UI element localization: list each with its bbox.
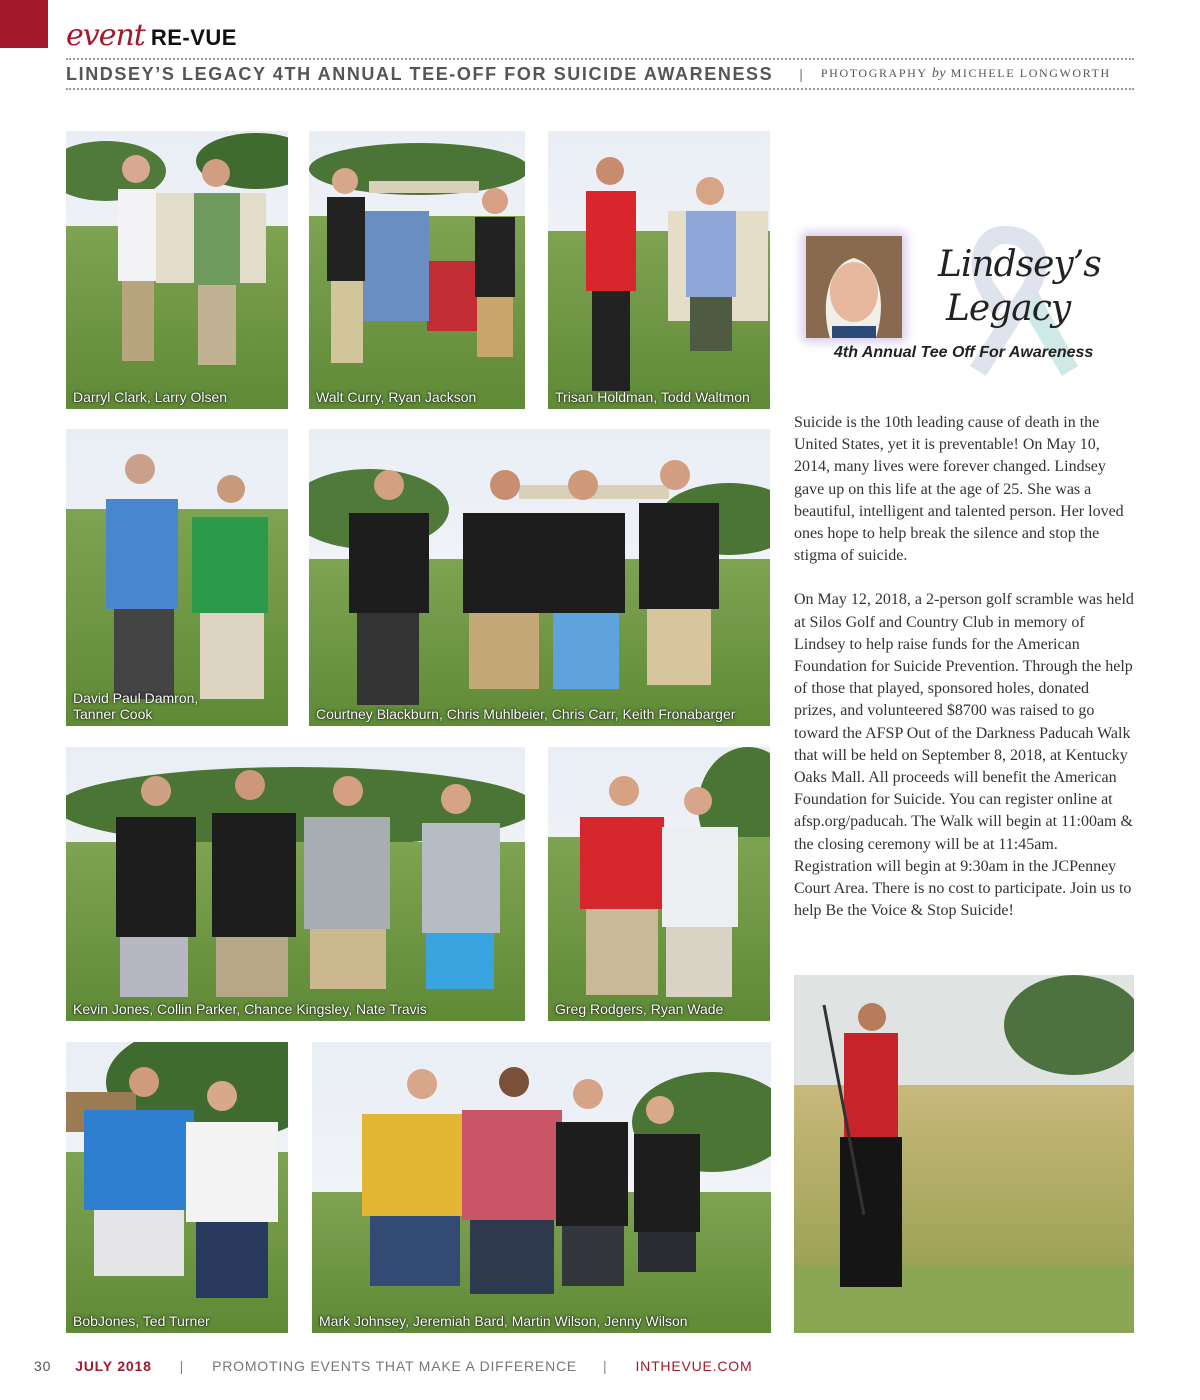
- photo-caption: BobJones, Ted Turner: [73, 1313, 210, 1329]
- logo-name-line2: Legacy: [946, 288, 1071, 329]
- photo-caption: Walt Curry, Ryan Jackson: [316, 389, 477, 405]
- photo-caption: Mark Johnsey, Jeremiah Bard, Martin Wilson, Jenny Wilson: [319, 1313, 688, 1329]
- event-photo-8: [66, 1042, 288, 1333]
- lindseys-legacy-logo: [796, 226, 1136, 376]
- article-title: LINDSEY’S LEGACY 4TH ANNUAL TEE-OFF FOR SUICIDE AWARENESS: [66, 63, 774, 84]
- credit-name: MICHELE LONGWORTH: [950, 66, 1111, 80]
- logo-name-line1: Lindsey’s: [938, 244, 1101, 285]
- footer-separator: |: [603, 1358, 608, 1374]
- event-photo-4: [66, 429, 288, 726]
- photo-caption: Darryl Clark, Larry Olsen: [73, 389, 228, 405]
- event-photo-1: [66, 131, 288, 409]
- lindsey-portrait: [806, 236, 902, 338]
- caption-line: David Paul Damron,: [73, 690, 199, 706]
- page-footer: [34, 1358, 752, 1374]
- event-photo-5: [309, 429, 770, 726]
- caption-line: Tanner Cook: [73, 706, 153, 722]
- footer-tagline: PROMOTING EVENTS THAT MAKE A DIFFERENCE: [212, 1358, 578, 1374]
- website-link[interactable]: INTHEVUE.COM: [635, 1358, 753, 1374]
- credit-prefix: PHOTOGRAPHY: [820, 66, 928, 80]
- photo-caption: Kevin Jones, Collin Parker, Chance Kingsley, Nate Travis: [73, 1001, 427, 1017]
- event-photo-7: [548, 747, 770, 1021]
- section-name: RE-VUE: [150, 25, 237, 50]
- issue-date: JULY 2018: [75, 1358, 152, 1374]
- top-dotted-rule: [66, 58, 1134, 60]
- bottom-dotted-rule: [66, 88, 1134, 90]
- golfer-swing-photo: [794, 975, 1134, 1333]
- photo-credit: [821, 66, 1111, 82]
- section-script: event: [66, 18, 145, 53]
- event-photo-6: [66, 747, 525, 1021]
- headline-separator: |: [799, 66, 803, 82]
- photo-caption: Trisan Holdman, Todd Waltmon: [555, 389, 750, 405]
- article-paragraph: Suicide is the 10th leading cause of death in the United States, yet it is preventable! On May 10, 2014, many lives were forever changed. Lindsey gave up on this life at the age of 25. She was a beautiful, intelligent and talented person. Her loved ones hope to help break the silence and stop the stigma of suicide.: [794, 414, 1124, 565]
- credit-by: by: [931, 66, 947, 81]
- article-paragraph: On May 12, 2018, a 2-person golf scramble was held at Silos Golf and Country Club in memory of Lindsey to help raise funds for the American Foundation for Suicide Prevention. Through the help of those that played, sponsored holes, donated prizes, and volunteered $8700 was raised to go toward the AFSP Out of the Darkness Paducah Walk that will be held on September 8, 2018, at Kentucky Oaks Mall. All proceeds will benefit the American Foundation for Suicide. You can register online at afsp.org/paducah. The Walk will begin at 11:00am & the closing ceremony will be at 11:45am. Registration will begin at 9:30am in the JCPenney Court Area. There is no cost to participate. Join us to help Be the Voice & Stop Suicide!: [794, 591, 1134, 920]
- event-photo-9: [312, 1042, 771, 1333]
- photo-caption: Courtney Blackburn, Chris Muhlbeier, Chris Carr, Keith Fronabarger: [316, 706, 736, 722]
- article-body: [794, 412, 1134, 944]
- photo-caption: Greg Rodgers, Ryan Wade: [555, 1001, 724, 1017]
- event-photo-3: [548, 131, 770, 409]
- section-label: [66, 18, 237, 58]
- footer-separator: |: [179, 1358, 185, 1374]
- photo-caption: [73, 690, 198, 722]
- logo-tagline: 4th Annual Tee Off For Awareness: [834, 344, 1094, 361]
- event-photo-2: [309, 131, 525, 409]
- page-number: 30: [34, 1358, 52, 1374]
- article-headline-row: [66, 62, 1134, 86]
- brand-corner-block: [0, 0, 48, 48]
